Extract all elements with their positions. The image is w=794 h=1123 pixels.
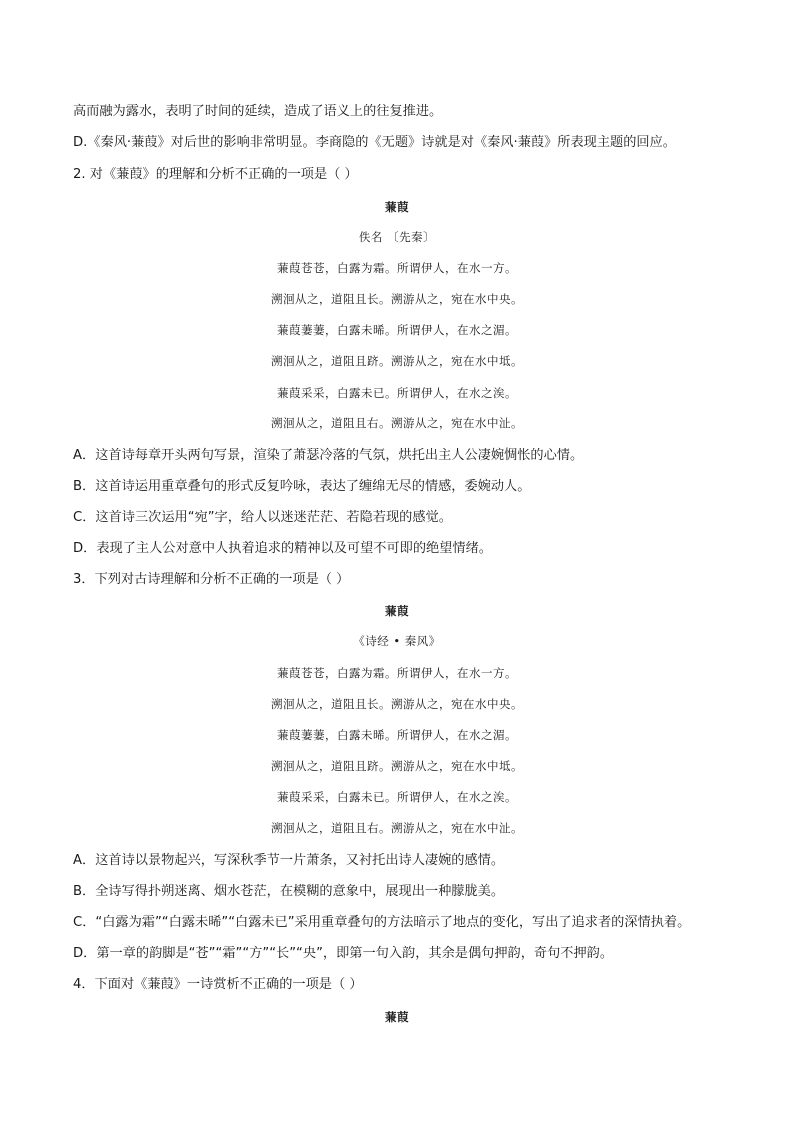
poem-source: 《诗经 • 秦风》 [353,634,441,648]
poem-line: 蒹葭萋萋，白露未晞。所谓伊人，在水之湄。 [277,728,517,742]
text-line: 高而融为露水，表明了时间的延续，造成了语义上的往复推进。 [73,104,443,119]
poem-line: 蒹葭苍苍，白露为霜。所谓伊人，在水一方。 [277,261,517,275]
option-b: B．全诗写得扑朔迷离、烟水苍茫，在模糊的意象中，展现出一种朦胧美。 [73,884,505,899]
poem-line: 溯洄从之，道阻且跻。溯游从之，宛在水中坻。 [271,354,523,368]
poem-line: 溯洄从之，道阻且右。溯游从之，宛在水中沚。 [271,821,523,835]
option-d-q1: D.《秦风·蒹葭》对后世的影响非常明显。李商隐的《无题》诗就是对《秦风·蒹葭》所表现主题的回应。 [73,135,676,150]
poem-line: 蒹葭采采，白露未已。所谓伊人，在水之涘。 [277,386,517,400]
option-a: A．这首诗以景物起兴，写深秋季节一片萧条，又衬托出诗人凄婉的感情。 [73,853,505,868]
question-3-stem: 3．下列对古诗理解和分析不正确的一项是（ ） [73,572,350,587]
poem-line: 蒹葭采采，白露未已。所谓伊人，在水之涘。 [277,790,517,804]
poem-line: 溯洄从之，道阻且长。溯游从之，宛在水中央。 [271,292,523,306]
poem-line: 溯洄从之，道阻且右。溯游从之，宛在水中沚。 [271,416,523,430]
question-4-stem: 4．下面对《蒹葭》一诗赏析不正确的一项是（ ） [73,977,363,992]
question-2-stem: 2. 对《蒹葭》的理解和分析不正确的一项是（ ） [73,167,358,182]
option-b: B．这首诗运用重章叠句的形式反复吟咏，表达了缠绵无尽的情感，委婉动人。 [73,479,531,494]
poem-line: 溯洄从之，道阻且跻。溯游从之，宛在水中坻。 [271,759,523,773]
option-d: D．第一章的韵脚是“苍”“霜”“方”“长”“央”，即第一句入韵，其余是偶句押韵，奇句不押韵。 [73,946,614,961]
option-c: C．“白露为霜”“白露未晞”“白露未已”采用重章叠句的方法暗示了地点的变化，写出了追求者的深情执着。 [73,915,691,930]
option-c: C．这首诗三次运用“宛”字，给人以迷迷茫茫、若隐若现的感觉。 [73,510,452,525]
poem-line: 蒹葭苍苍，白露为霜。所谓伊人，在水一方。 [277,666,517,680]
poem-line: 溯洄从之，道阻且长。溯游从之，宛在水中央。 [271,697,523,711]
poem-line: 蒹葭萋萋，白露未晞。所谓伊人，在水之湄。 [277,323,517,337]
option-d: D．表现了主人公对意中人执着追求的精神以及可望不可即的绝望情绪。 [73,541,492,556]
poem-title: 蒹葭 [385,1010,409,1024]
poem-title: 蒹葭 [385,604,409,618]
poem-title: 蒹葭 [385,200,409,214]
option-a: A．这首诗每章开头两句写景，渲染了萧瑟冷落的气氛，烘托出主人公凄婉惆怅的心情。 [73,448,584,463]
poem-author: 佚名 〔先秦〕 [358,230,436,244]
